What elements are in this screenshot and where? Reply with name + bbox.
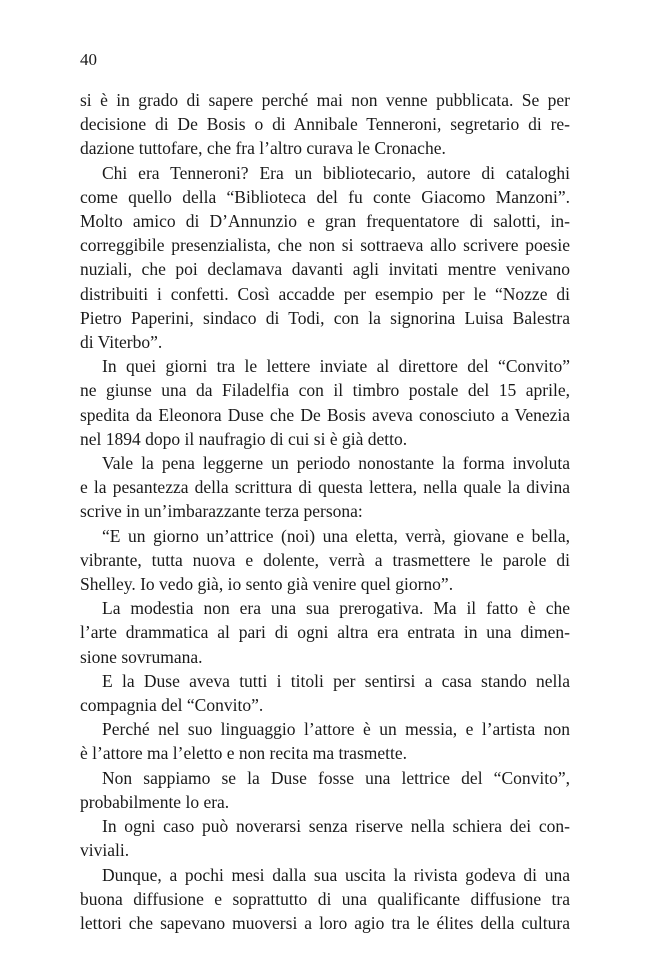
text-line: Molto amico di D’Annunzio e gran frequentatore di salotti, in-: [80, 211, 570, 232]
text-line: Pietro Paperini, sindaco di Todi, con la signorina Luisa Balestra: [80, 307, 570, 328]
body-text: [80, 88, 570, 935]
text-line: distribuiti i confetti. Così accadde per esempio per le “Nozze di: [80, 283, 570, 304]
text-line: scrive in un’imbarazzante terza persona:: [80, 501, 363, 522]
paragraph-first-line: In quei giorni tra le lettere inviate al direttore del “Convito”: [102, 356, 570, 377]
text-line: come quello della “Biblioteca del fu conte Giacomo Manzoni”.: [80, 186, 570, 207]
text-line: nel 1894 dopo il naufragio di cui si è già detto.: [80, 428, 408, 449]
paragraph-first-line: Non sappiamo se la Duse fosse una lettrice del “Convito”,: [102, 767, 570, 788]
paragraph-first-line: E la Duse aveva tutti i titoli per sentirsi a casa stando nella: [102, 670, 570, 691]
text-line: decisione di De Bosis o di Annibale Tenneroni, segretario di re-: [80, 114, 570, 135]
text-line: spedita da Eleonora Duse che De Bosis aveva conosciuto a Venezia: [80, 404, 570, 425]
text-line: Shelley. Io vedo già, io sento già venire quel giorno”.: [80, 574, 454, 595]
paragraph-first-line: Dunque, a pochi mesi dalla sua uscita la rivista godeva di una: [102, 864, 570, 885]
text-line: si è in grado di sapere perché mai non venne pubblicata. Se per: [80, 90, 570, 110]
paragraph-first-line: Vale la pena leggerne un periodo nonostante la forma involuta: [102, 453, 570, 474]
text-line: ne giunse una da Filadelfia con il timbro postale del 15 aprile,: [80, 380, 570, 401]
text-line: lettori che sapevano muoversi a loro agio tra le élites della cultura: [80, 912, 570, 933]
paragraph-first-line: Chi era Tenneroni? Era un bibliotecario, autore di cataloghi: [102, 162, 570, 183]
text-line: sione sovrumana.: [80, 646, 203, 667]
text-line: nuziali, che poi declamava davanti agli invitati mentre venivano: [80, 259, 570, 280]
text-line: probabilmente lo era.: [80, 791, 230, 812]
text-line: buona diffusione e soprattutto di una qualificante diffusione tra: [80, 888, 570, 909]
page-number: 40: [80, 50, 97, 69]
text-line: e la pesantezza della scrittura di questa lettera, nella quale la divina: [80, 477, 570, 498]
paragraph-first-line: In ogni caso può noverarsi senza riserve nella schiera dei con-: [102, 816, 570, 837]
text-line: vibrante, tutta nuova e dolente, verrà a trasmettere le parole di: [80, 549, 570, 570]
text-line: correggibile presenzialista, che non si sottraeva allo scrivere poesie: [80, 235, 570, 256]
text-line: compagnia del “Convito”.: [80, 695, 264, 716]
paragraph-first-line: La modestia non era una sua prerogativa. Ma il fatto è che: [102, 598, 570, 619]
paragraph-first-line: “E un giorno un’attrice (noi) una eletta, verrà, giovane e bella,: [102, 525, 570, 546]
text-line: l’arte drammatica al pari di ogni altra era entrata in una dimen-: [80, 622, 570, 643]
text-line: è l’attore ma l’eletto e non recita ma trasmette.: [80, 743, 407, 764]
text-line: di Viterbo”.: [80, 332, 163, 353]
paragraph-first-line: Perché nel suo linguaggio l’attore è un messia, e l’artista non: [102, 719, 570, 740]
text-line: viviali.: [80, 840, 130, 861]
text-line: dazione tuttofare, che fra l’altro curava le Cronache.: [80, 138, 446, 159]
